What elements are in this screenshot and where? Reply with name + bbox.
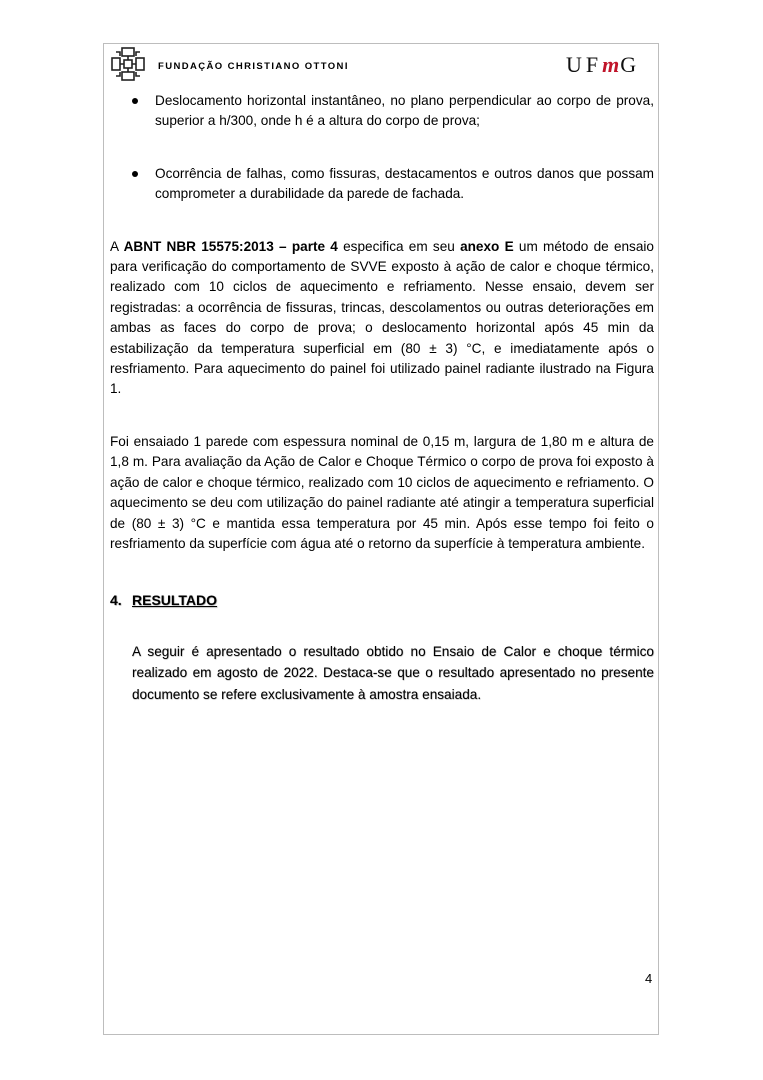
section-heading — [110, 590, 654, 610]
criteria-list — [110, 91, 654, 205]
paragraph-rest: um método de ensaio para verificação do comportamento de SVVE exposto à ação de calor e choque térmico, realizado com 10 ciclos de aquecimento e refriamento. Nesse ensaio, devem ser registradas: a ocorrência de fissuras, trincas, descolamentos ou outras deteriorações em ambas as faces do corpo de prova; o deslocamento horizontal após 45 min da estabilização da temperatura superficial em (80 ± 3) °C, e imediatamente após o resfriamento. Para aquecimento do painel foi utilizado painel radiante ilustrado na Figura 1. — [110, 238, 654, 397]
section-number: 4. — [110, 592, 122, 609]
list-item-text: Ocorrência de falhas, como fissuras, destacamentos e outros danos que possam comprometer a durabilidade da parede de fachada. — [155, 165, 654, 202]
paragraph-result: A seguir é apresentado o resultado obtido no Ensaio de Calor e choque térmico realizado em agosto de 2022. Destaca-se que o resultado apresentado no presente documento se refere exclusivamente à amostra ensaiada. — [132, 643, 654, 702]
paragraph-prefix: A — [110, 238, 124, 254]
annex-reference: anexo E — [460, 238, 514, 254]
bullet-icon — [132, 98, 138, 104]
document-body — [110, 91, 654, 705]
ufmg-logo — [566, 52, 640, 78]
ufmg-logo-post: G — [620, 52, 641, 77]
fco-logo-icon — [110, 46, 146, 82]
list-item — [110, 91, 654, 132]
paragraph-test-description: Foi ensaiado 1 parede com espessura nominal de 0,15 m, largura de 1,80 m e altura de 1,8 m. Para avaliação da Ação de Calor e Choque Térmico o corpo de prova foi exposto à ação de calor e choque térmico, realizado com 10 ciclos de aquecimento e refriamento. O aquecimento se deu com utilização do painel radiante até atingir a temperatura superficial de (80 ± 3) °C e mantida essa temperatura por 45 min. Após esse tempo foi feito o resfriamento da superfície com água até o retorno da superfície à temperatura ambiente. — [110, 433, 654, 551]
paragraph-standard — [110, 237, 654, 400]
paragraph-middle: especifica em seu — [337, 238, 461, 254]
page-number: 4 — [645, 971, 653, 986]
ufmg-logo-accent: m — [602, 52, 621, 77]
list-item — [110, 164, 654, 205]
list-item-text: Deslocamento horizontal instantâneo, no plano perpendicular ao corpo de prova, superior a h/300, onde h é a altura do corpo de prova; — [155, 93, 654, 129]
bullet-icon — [132, 171, 138, 177]
ufmg-logo-pre: UF — [566, 52, 603, 77]
standard-reference: ABNT NBR 15575:2013 – parte 4 — [123, 238, 338, 254]
organization-name: FUNDAÇÃO CHRISTIANO OTTONI — [158, 61, 349, 72]
section-title: RESULTADO — [132, 592, 218, 609]
